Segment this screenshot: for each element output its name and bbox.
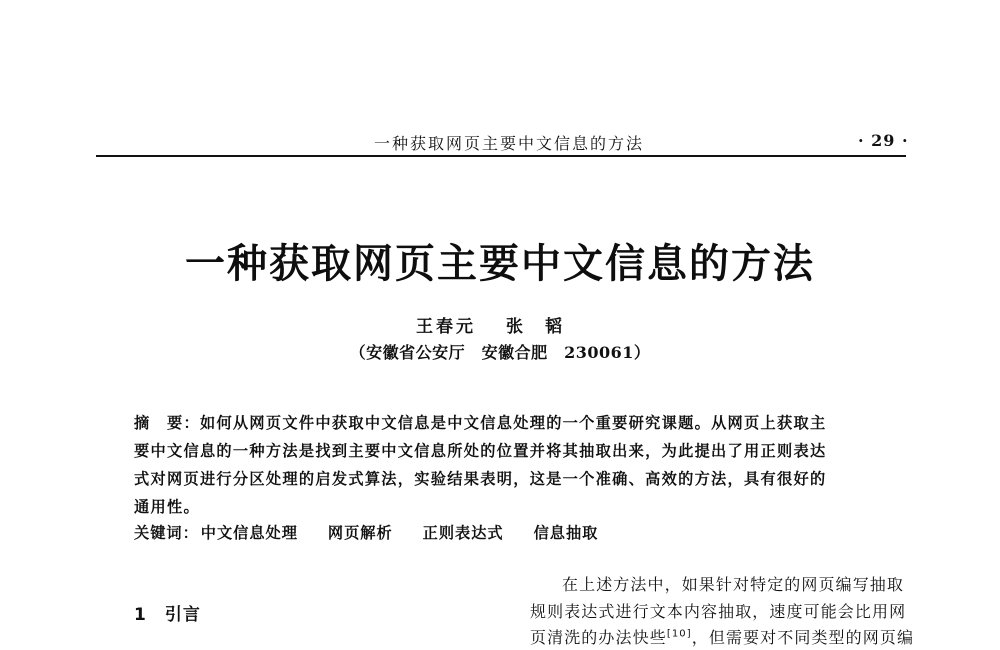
paper-title: 一种获取网页主要中文信息的方法 <box>185 241 815 287</box>
body-text-line <box>530 625 914 648</box>
body-text-line: 规则表达式进行文本内容抽取，速度可能会比用网 <box>530 602 907 621</box>
keyword: 正则表达式 <box>422 524 504 542</box>
abstract-line <box>134 412 826 433</box>
author-name: 张韬 <box>505 317 584 337</box>
abstract-line: 式对网页进行分区处理的启发式算法，实验结果表明，这是一个准确、高效的方法，具有很好的 <box>134 470 827 488</box>
body-text: 页清洗的办法快些 <box>530 628 667 647</box>
body-text-line: 在上述方法中，如果针对特定的网页编写抽取 <box>562 575 905 594</box>
section-heading <box>134 600 201 625</box>
page-number: · 29 · <box>858 131 909 150</box>
abstract-line: 要中文信息的一种方法是找到主要中文信息所处的位置并将其抽取出来，为此提出了用正则表达 <box>134 442 827 460</box>
keywords-line <box>134 522 598 543</box>
author-name: 王春元 <box>416 317 477 337</box>
abstract-label: 摘 要： <box>134 414 200 432</box>
author-affiliation: （安徽省公安厅 安徽合肥 230061） <box>349 343 651 362</box>
section-title: 引言 <box>164 605 201 625</box>
header-rule <box>96 155 906 157</box>
running-header-title: 一种获取网页主要中文信息的方法 <box>374 134 645 153</box>
citation-reference: [10] <box>666 628 692 640</box>
keyword: 网页解析 <box>327 524 393 542</box>
keyword: 信息抽取 <box>533 524 599 542</box>
section-number: 1 <box>134 605 147 625</box>
keywords-label: 关键词： <box>134 524 199 542</box>
abstract-line: 通用性。 <box>134 498 200 516</box>
abstract-text: 如何从网页文件中获取中文信息是中文信息处理的一个重要研究课题。从网页上获取主 <box>199 414 827 432</box>
authors-line <box>0 312 1000 337</box>
keyword: 中文信息处理 <box>200 524 298 542</box>
body-text: ，但需要对不同类型的网页编 <box>691 628 915 647</box>
